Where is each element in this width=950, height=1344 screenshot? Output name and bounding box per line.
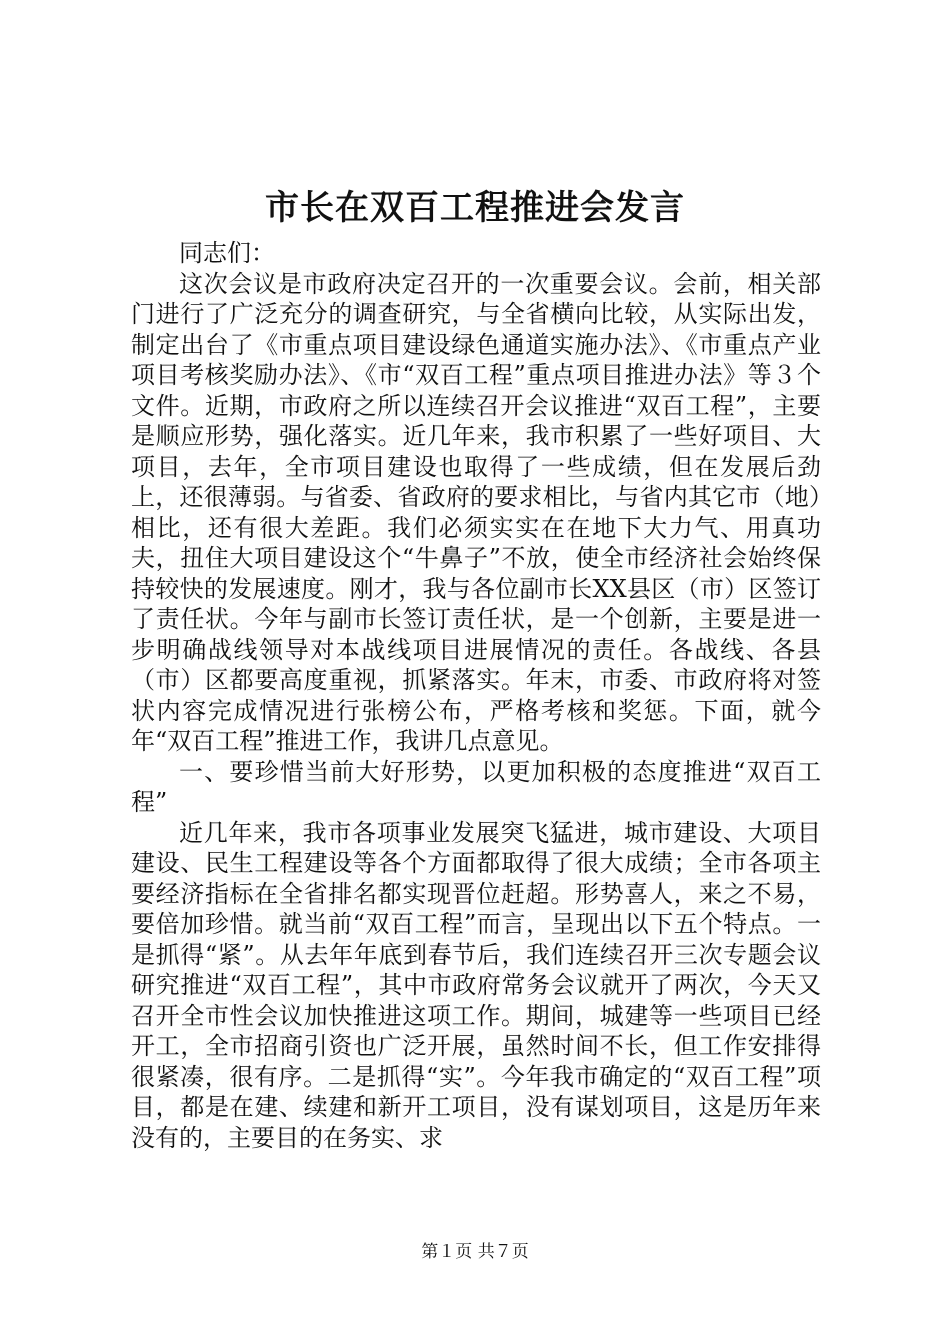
section-heading-1: 一、要珍惜当前大好形势，以更加积极的态度推进“双百工程” [131, 757, 821, 816]
paragraph-intro: 这次会议是市政府决定召开的一次重要会议。会前，相关部门进行了广泛充分的调查研究，与全省横向比较，从实际出发，制定出台了《市重点项目建设绿色通道实施办法》、《市重点产业项目考核奖励办法》、《市“双百工程”重点项目推进办法》等３个文件。近期，市政府之所以连续召开会议推进“双百工程”，主要是顺应形势，强化落实。近几年来，我市积累了一些好项目、大项目，去年，全市项目建设也取得了一些成绩，但在发展后劲上，还很薄弱。与省委、省政府的要求相比，与省内其它市（地）相比，还有很大差距。我们必须实实在在地下大力气、用真功夫，扭住大项目建设这个“牛鼻子”不放，使全市经济社会始终保持较快的发展速度。刚才，我与各位副市长XX县区（市）区签订了责任状。今年与副市长签订责任状，是一个创新，主要是进一步明确战线领导对本战线项目进展情况的责任。各战线、各县（市）区都要高度重视，抓紧落实。年末，市委、市政府将对签状内容完成情况进行张榜公布，严格考核和奖惩。下面，就今年“双百工程”推进工作，我讲几点意见。 [131, 269, 821, 755]
paragraph-section-1: 近几年来，我市各项事业发展突飞猛进，城市建设、大项目建设、民生工程建设等各个方面都取得了很大成绩；全市各项主要经济指标在全省排名都实现晋位赶超。形势喜人，来之不易，要倍加珍惜。就当前“双百工程”而言，呈现出以下五个特点。一是抓得“紧”。从去年年底到春节后，我们连续召开三次专题会议研究推进“双百工程”，其中市政府常务会议就开了两次，今天又召开全市性会议加快推进这项工作。期间，城建等一些项目已经开工，全市招商引资也广泛开展，虽然时间不长，但工作安排得很紧凑，很有序。二是抓得“实”。今年我市确定的“双百工程”项目，都是在建、续建和新开工项目，没有谋划项目，这是历年来没有的，主要目的在务实、求 [131, 818, 821, 1152]
page-footer: 第１页 共７页 [421, 1242, 529, 1262]
salutation: 同志们： [179, 239, 275, 267]
document-body [131, 238, 821, 1153]
document-title: 市长在双百工程推进会发言 [265, 188, 685, 228]
